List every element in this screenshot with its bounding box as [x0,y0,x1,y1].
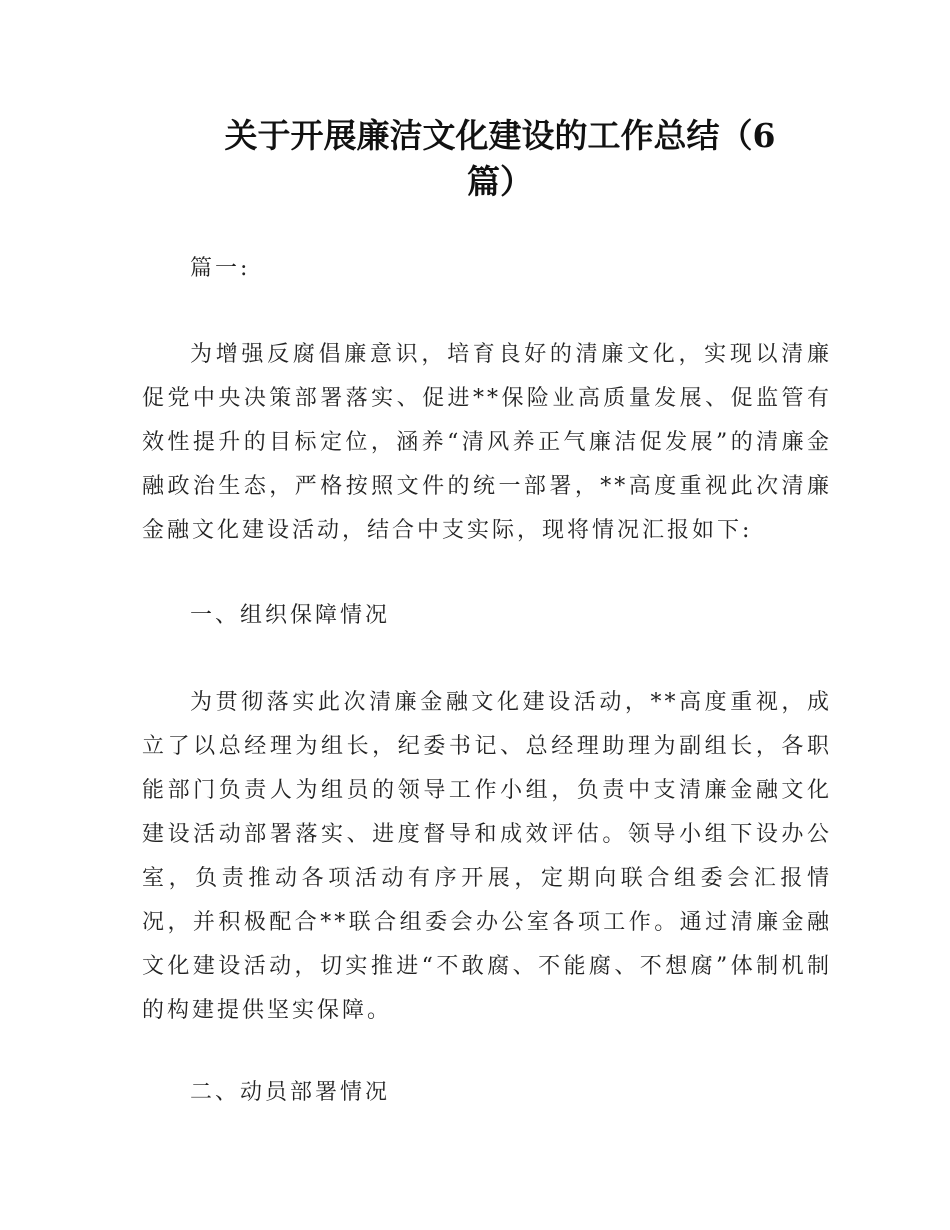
paragraph-organization: 为贯彻落实此次清廉金融文化建设活动，**高度重视，成立了以总经理为组长，纪委书记、总经理助理为副组长，各职能部门负责人为组员的领导工作小组，负责中支清廉金融文化建设活动部署落实、进度督导和成效评估。领导小组下设办公室，负责推动各项活动有序开展，定期向联合组委会汇报情况，并积极配合**联合组委会办公室各项工作。通过清廉金融文化建设活动，切实推进“不敢腐、不能腐、不想腐”体制机制的构建提供坚实保障。 [142,690,832,1023]
section-heading-mobilization: 二、动员部署情况 [190,1080,391,1105]
part-label: 篇一: [190,256,251,281]
section-heading-organization: 一、组织保障情况 [190,603,391,628]
paragraph-intro: 为增强反腐倡廉意识，培育良好的清廉文化，实现以清廉促党中央决策部署落实、促进**保险业高质量发展、促监管有效性提升的目标定位，涵养“清风养正气廉洁促发展”的清廉金融政治生态，严格按照文件的统一部署，**高度重视此次清廉金融文化建设活动，结合中支实际，现将情况汇报如下: [142,342,832,543]
document-title: 关于开展廉洁文化建设的工作总结（6篇） [224,116,776,201]
